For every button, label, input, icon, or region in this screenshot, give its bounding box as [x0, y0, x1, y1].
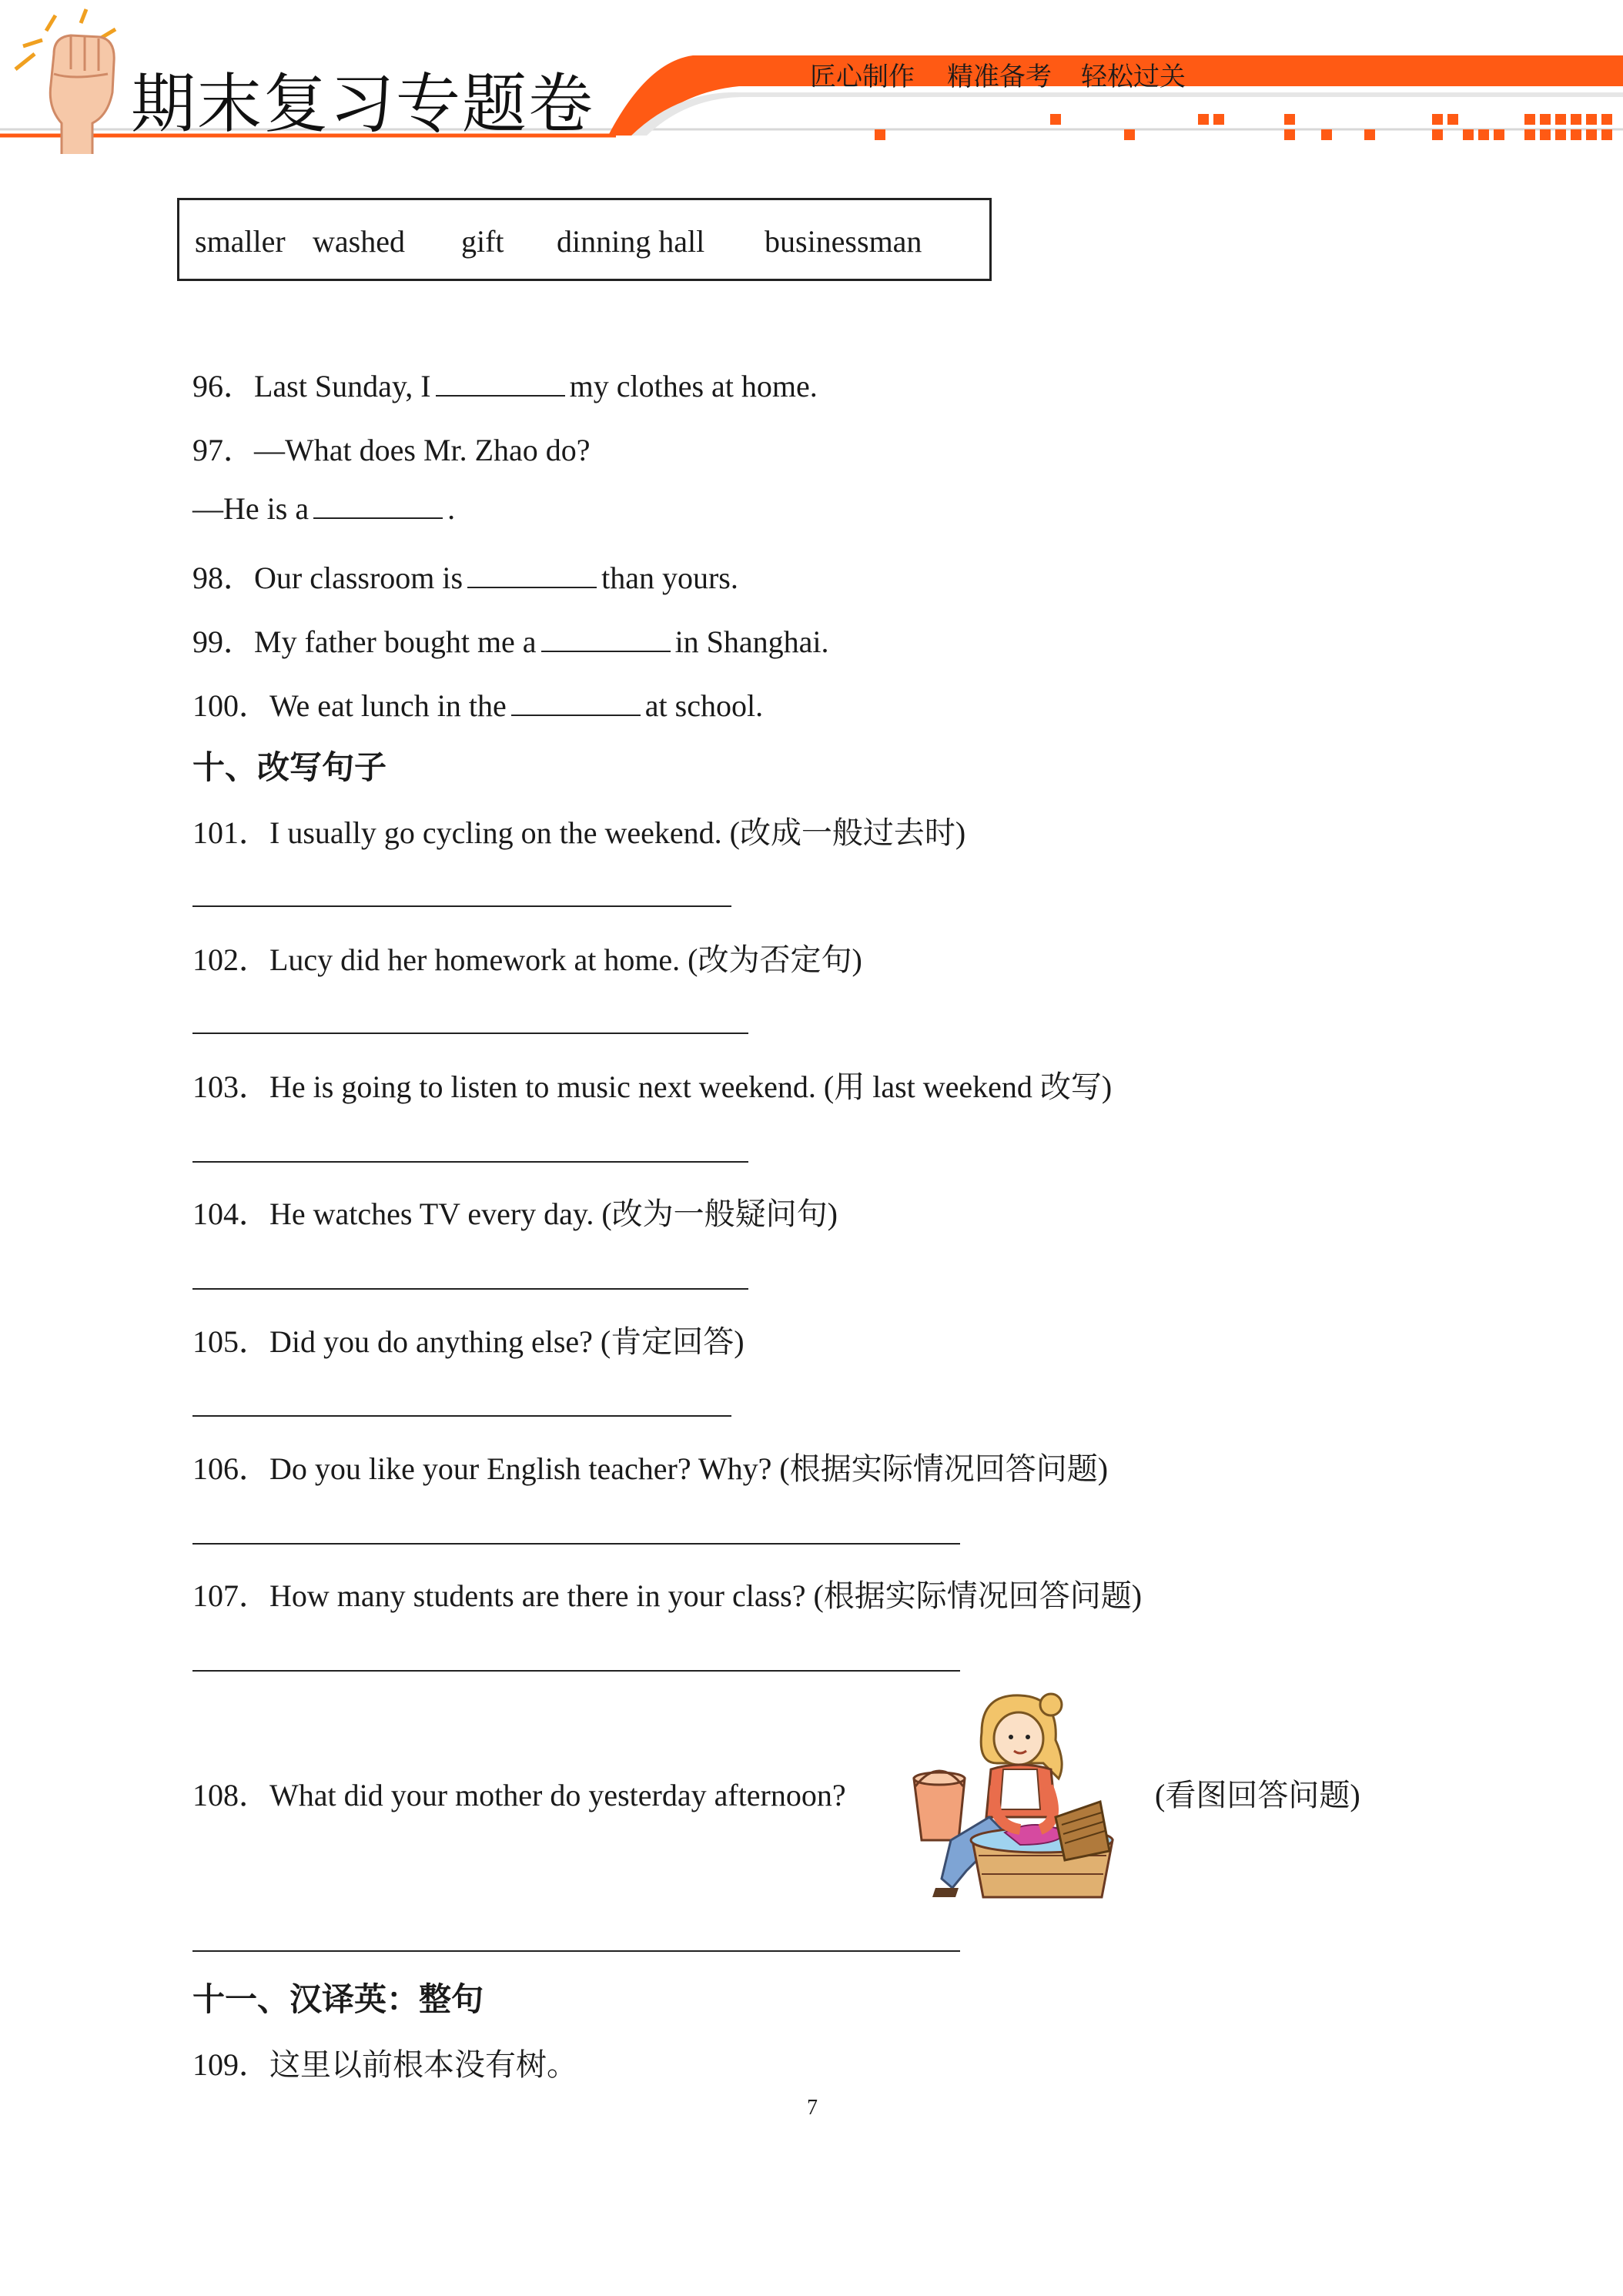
question-101: 101．I usually go cycling on the weekend. (改成一般过去时) [192, 815, 966, 850]
answer-blank[interactable] [467, 559, 597, 588]
question-text: 100．We eat lunch in the [192, 688, 507, 723]
question-100 [192, 681, 763, 725]
question-102: 102．Lucy did her homework at home. (改为否定句) [192, 942, 862, 977]
question-96 [192, 362, 818, 406]
fist-icon [15, 9, 115, 154]
answer-blank[interactable] [313, 490, 443, 519]
question-104: 104．He watches TV every day. (改为一般疑问句) [192, 1197, 838, 1231]
answer-line[interactable] [192, 1161, 748, 1163]
question-text: at school. [644, 688, 764, 723]
section-heading-10: 十、改写句子 [192, 748, 387, 786]
answer-line[interactable] [192, 905, 731, 907]
page-header [0, 0, 1623, 154]
question-108: 108．What did your mother do yesterday afternoon? [192, 1778, 846, 1812]
answer-line[interactable] [192, 1670, 960, 1672]
word-bank-item: businessman [765, 224, 922, 259]
question-103: 103．He is going to listen to music next weekend. (用 last weekend 改写) [192, 1069, 1113, 1104]
word-bank [177, 198, 992, 281]
question-108-note: (看图回答问题) [1155, 1778, 1360, 1812]
answer-blank[interactable] [541, 623, 671, 652]
answer-blank[interactable] [511, 687, 641, 716]
question-98 [192, 554, 738, 597]
question-text: in Shanghai. [674, 624, 829, 659]
answer-line[interactable] [192, 1543, 960, 1545]
question-109: 109．这里以前根本没有树。 [192, 2047, 577, 2082]
slogan-2: 精准备考 [947, 62, 1052, 92]
question-97-answer [192, 490, 455, 527]
question-text: 98．Our classroom is [192, 561, 463, 595]
page-number: 7 [807, 2096, 818, 2120]
washing-clothes-illustration [905, 1686, 1136, 1902]
question-text: —He is a [192, 491, 310, 526]
question-text: . [447, 491, 456, 526]
answer-line[interactable] [192, 1288, 748, 1290]
question-text: than yours. [601, 561, 738, 595]
word-bank-item: gift [461, 224, 504, 259]
answer-blank[interactable] [436, 367, 565, 397]
question-99 [192, 618, 829, 661]
slogan-3: 轻松过关 [1081, 62, 1186, 92]
answer-line[interactable] [192, 1950, 960, 1952]
slogan-1: 匠心制作 [810, 62, 915, 92]
question-text: my clothes at home. [569, 369, 818, 403]
answer-line[interactable] [192, 1033, 748, 1034]
question-106: 106．Do you like your English teacher? Why? (根据实际情况回答问题) [192, 1451, 1109, 1486]
answer-line[interactable] [192, 1415, 731, 1417]
question-107: 107．How many students are there in your class? (根据实际情况回答问题) [192, 1578, 1143, 1613]
word-bank-item: washed [313, 224, 405, 259]
section-heading-11: 十一、汉译英：整句 [192, 1980, 484, 2018]
question-text: 99．My father bought me a [192, 624, 537, 659]
word-bank-item: dinning hall [557, 224, 705, 259]
question-text: 96．Last Sunday, I [192, 369, 431, 403]
document-title: 期末复习专题卷 [131, 66, 595, 142]
word-bank-item: smaller [195, 224, 286, 259]
question-105: 105．Did you do anything else? (肯定回答) [192, 1324, 745, 1359]
question-97: 97．—What does Mr. Zhao do? [192, 433, 591, 467]
